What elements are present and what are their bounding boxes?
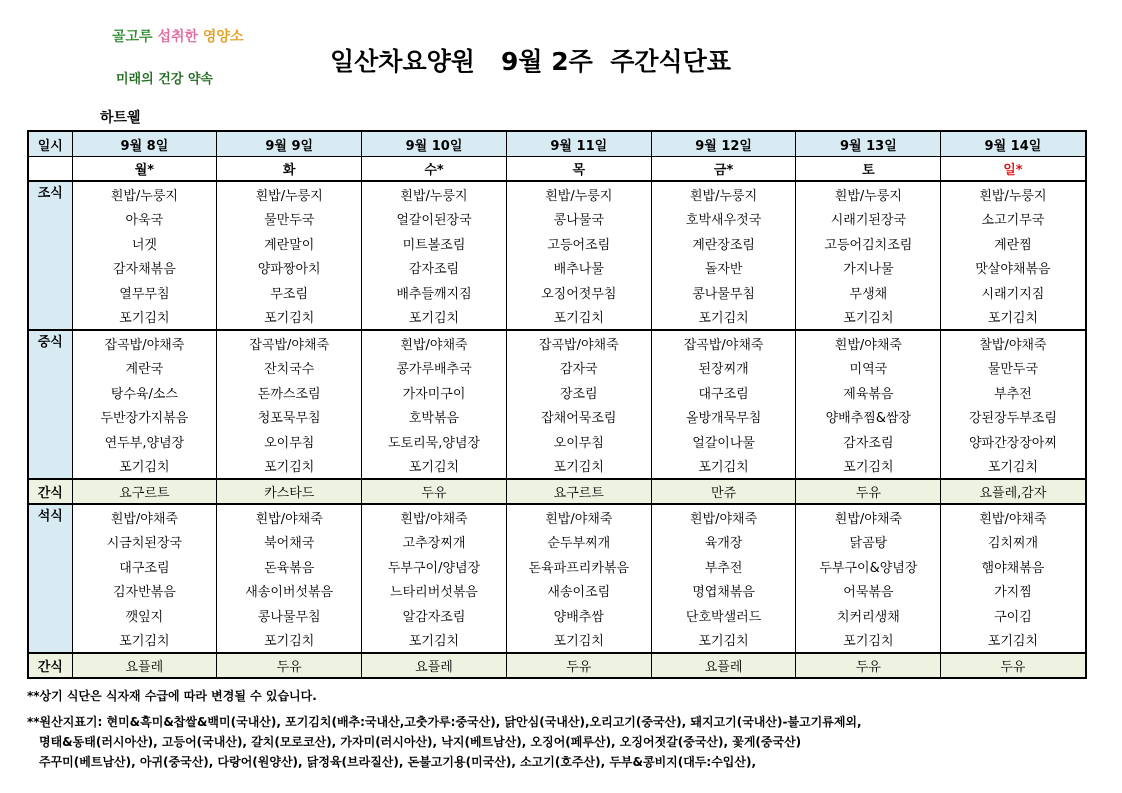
menu-item: 두반장가지볶음	[72, 405, 217, 430]
weekday-cell: 수*	[362, 157, 507, 182]
menu-item: 감자조림	[796, 429, 941, 454]
logo-slogan-top	[112, 26, 243, 46]
menu-item: 오징어젓무침	[506, 280, 651, 305]
menu-item: 구이김	[941, 603, 1086, 628]
breakfast-row	[28, 231, 1086, 256]
menu-item: 어묵볶음	[796, 579, 941, 604]
menu-item: 고등어조림	[506, 231, 651, 256]
menu-item: 열무무침	[72, 280, 217, 305]
weekday-cell: 월*	[72, 157, 217, 182]
menu-item: 포기김치	[941, 305, 1086, 331]
menu-item: 포기김치	[217, 454, 362, 480]
breakfast-row	[28, 305, 1086, 331]
menu-item: 흰밥/누룽지	[796, 181, 941, 207]
notes-origin-line-1: **원산지표기: 현미&흑미&찹쌀&백미(국내산), 포기김치(배추:국내산,고춧가루:중국산), 닭안심(국내산),오리고기(중국산), 돼지고기(국내산)-불고기류제외,	[27, 715, 862, 729]
dinner-row	[28, 530, 1086, 555]
menu-item: 오이무침	[506, 429, 651, 454]
menu-item: 포기김치	[506, 628, 651, 654]
menu-item: 호박새우젓국	[651, 207, 796, 232]
snack2-label: 간식	[28, 653, 72, 678]
menu-item: 치커리생채	[796, 603, 941, 628]
weekday-cell: 금*	[651, 157, 796, 182]
menu-item: 흰밥/누룽지	[941, 181, 1086, 207]
menu-item: 강된장두부조림	[941, 405, 1086, 430]
menu-item: 포기김치	[651, 628, 796, 654]
menu-item: 가지나물	[796, 256, 941, 281]
menu-item: 잡채어묵조림	[506, 405, 651, 430]
menu-item: 단호박샐러드	[651, 603, 796, 628]
notes	[27, 686, 862, 772]
menu-item: 계란말이	[217, 231, 362, 256]
notes-origin-line-2: 명태&동태(러시아산), 고등어(국내산), 갈치(모로코산), 가자미(러시아산), 낙지(베트남산), 오징어(페루산), 오징어젓갈(중국산), 꽃게(중국산)	[39, 735, 802, 749]
menu-item: 흰밥/야채죽	[796, 330, 941, 356]
menu-item: 흰밥/야채죽	[651, 504, 796, 530]
menu-item: 물만두국	[941, 356, 1086, 381]
menu-item: 올방개묵무침	[651, 405, 796, 430]
menu-item: 양파간장장아찌	[941, 429, 1086, 454]
menu-item: 포기김치	[362, 305, 507, 331]
menu-item: 흰밥/누룽지	[651, 181, 796, 207]
menu-item: 명엽채볶음	[651, 579, 796, 604]
menu-item: 양파짱아치	[217, 256, 362, 281]
snack-item: 두유	[796, 653, 941, 678]
menu-item: 잡곡밥/야채죽	[506, 330, 651, 356]
menu-item: 아욱국	[72, 207, 217, 232]
menu-item: 시래기된장국	[796, 207, 941, 232]
menu-item: 잡곡밥/야채죽	[217, 330, 362, 356]
menu-item: 포기김치	[941, 628, 1086, 654]
menu-item: 포기김치	[796, 628, 941, 654]
menu-item: 시래기지짐	[941, 280, 1086, 305]
menu-item: 잡곡밥/야채죽	[72, 330, 217, 356]
menu-item: 돈육파프리카볶음	[506, 554, 651, 579]
date-header-cell: 9월 8일	[72, 131, 217, 157]
menu-item: 포기김치	[506, 305, 651, 331]
snack2-row	[28, 653, 1086, 678]
logo-word-2: 섭취한	[157, 29, 199, 45]
menu-item: 양배추쌈	[506, 603, 651, 628]
menu-item: 물만두국	[217, 207, 362, 232]
menu-item: 대구조림	[72, 554, 217, 579]
menu-item: 콩가루배추국	[362, 356, 507, 381]
dinner-row	[28, 603, 1086, 628]
menu-item: 감자조림	[362, 256, 507, 281]
lunch-row	[28, 405, 1086, 430]
page-title: 일산차요양원 9월 2주 주간식단표	[330, 47, 731, 76]
menu-item: 포기김치	[72, 454, 217, 480]
menu-item: 북어채국	[217, 530, 362, 555]
date-header-cell: 9월 10일	[362, 131, 507, 157]
menu-item: 계란장조림	[651, 231, 796, 256]
menu-item: 된장찌개	[651, 356, 796, 381]
menu-item: 흰밥/누룽지	[217, 181, 362, 207]
menu-item: 콩나물국	[506, 207, 651, 232]
snack-item: 두유	[217, 653, 362, 678]
menu-item: 햄야채볶음	[941, 554, 1086, 579]
notes-change-notice: **상기 식단은 식자재 수급에 따라 변경될 수 있습니다.	[27, 689, 317, 703]
date-header-row	[28, 131, 1086, 157]
menu-item: 닭곰탕	[796, 530, 941, 555]
menu-item: 무조림	[217, 280, 362, 305]
menu-item: 찰밥/야채죽	[941, 330, 1086, 356]
logo	[106, 22, 246, 98]
menu-item: 도토리묵,양념장	[362, 429, 507, 454]
menu-item: 느타리버섯볶음	[362, 579, 507, 604]
menu-item: 흰밥/야채죽	[362, 504, 507, 530]
menu-item: 감자채볶음	[72, 256, 217, 281]
date-header-cell: 9월 13일	[796, 131, 941, 157]
date-header-cell: 9월 9일	[217, 131, 362, 157]
menu-item: 가자미구이	[362, 380, 507, 405]
menu-item: 새송이조림	[506, 579, 651, 604]
menu-item: 배추들깨지짐	[362, 280, 507, 305]
menu-item: 포기김치	[362, 628, 507, 654]
snack-item: 요플레	[651, 653, 796, 678]
menu-item: 육개장	[651, 530, 796, 555]
snack-item: 두유	[796, 479, 941, 504]
menu-item: 너겟	[72, 231, 217, 256]
menu-item: 탕수육/소스	[72, 380, 217, 405]
lunch-row	[28, 454, 1086, 480]
menu-item: 흰밥/누룽지	[72, 181, 217, 207]
breakfast-row	[28, 207, 1086, 232]
lunch-row	[28, 429, 1086, 454]
menu-item: 장조림	[506, 380, 651, 405]
menu-item: 두부구이/양념장	[362, 554, 507, 579]
menu-item: 포기김치	[651, 454, 796, 480]
menu-item: 포기김치	[217, 628, 362, 654]
menu-item: 무생채	[796, 280, 941, 305]
weekly-menu-table	[27, 130, 1087, 679]
menu-item: 콩나물무침	[651, 280, 796, 305]
logo-word-1: 골고루	[112, 29, 153, 45]
breakfast-label: 조식	[28, 181, 72, 330]
menu-item: 알감자조림	[362, 603, 507, 628]
menu-item: 미역국	[796, 356, 941, 381]
menu-item: 포기김치	[796, 454, 941, 480]
logo-word-3: 영양소	[202, 29, 244, 45]
menu-item: 깻잎지	[72, 603, 217, 628]
menu-item: 청포묵무침	[217, 405, 362, 430]
breakfast-row	[28, 280, 1086, 305]
menu-item: 오이무침	[217, 429, 362, 454]
weekday-cell: 화	[217, 157, 362, 182]
menu-item: 부추전	[941, 380, 1086, 405]
weekday-row	[28, 157, 1086, 182]
snack1-label: 간식	[28, 479, 72, 504]
logo-slogan-bottom: 미래의 건강 약속	[116, 72, 213, 87]
menu-item: 흰밥/누룽지	[362, 181, 507, 207]
menu-item: 계란찜	[941, 231, 1086, 256]
date-header-label: 일시	[28, 131, 72, 157]
date-header-cell: 9월 14일	[941, 131, 1086, 157]
dinner-row	[28, 628, 1086, 654]
dinner-label: 석식	[28, 504, 72, 653]
menu-item: 가지찜	[941, 579, 1086, 604]
menu-item: 콩나물무침	[217, 603, 362, 628]
menu-item: 대구조림	[651, 380, 796, 405]
menu-item: 포기김치	[217, 305, 362, 331]
menu-item: 김자반볶음	[72, 579, 217, 604]
menu-item: 돈육볶음	[217, 554, 362, 579]
dinner-row	[28, 504, 1086, 530]
menu-item: 잡곡밥/야채죽	[651, 330, 796, 356]
menu-item: 고추장찌개	[362, 530, 507, 555]
date-header-cell: 9월 11일	[506, 131, 651, 157]
weekday-cell: 일*	[941, 157, 1086, 182]
menu-item: 흰밥/누룽지	[506, 181, 651, 207]
menu-item: 흰밥/야채죽	[217, 504, 362, 530]
menu-item: 흰밥/야채죽	[362, 330, 507, 356]
breakfast-row	[28, 181, 1086, 207]
menu-item: 배추나물	[506, 256, 651, 281]
menu-item: 호박볶음	[362, 405, 507, 430]
snack-item: 요플레	[72, 653, 217, 678]
menu-item: 얼갈이나물	[651, 429, 796, 454]
menu-item: 포기김치	[941, 454, 1086, 480]
snack1-row	[28, 479, 1086, 504]
snack-item: 요구르트	[72, 479, 217, 504]
menu-item: 연두부,양념장	[72, 429, 217, 454]
menu-item: 맛살야채볶음	[941, 256, 1086, 281]
weekday-label-blank	[28, 157, 72, 182]
dinner-row	[28, 579, 1086, 604]
menu-item: 돈까스조림	[217, 380, 362, 405]
lunch-row	[28, 380, 1086, 405]
lunch-label: 중식	[28, 330, 72, 479]
menu-item: 양배추찜&쌈장	[796, 405, 941, 430]
menu-item: 김치찌개	[941, 530, 1086, 555]
notes-origin-line-3: 주꾸미(베트남산), 아귀(중국산), 다랑어(원양산), 닭정육(브라질산), 돈불고기용(미국산), 소고기(호주산), 두부&콩비지(대두:수입산),	[39, 755, 757, 769]
snack-item: 카스타드	[217, 479, 362, 504]
menu-item: 포기김치	[796, 305, 941, 331]
snack-item: 두유	[506, 653, 651, 678]
menu-item: 포기김치	[362, 454, 507, 480]
menu-item: 감자국	[506, 356, 651, 381]
menu-item: 새송이버섯볶음	[217, 579, 362, 604]
weekday-cell: 목	[506, 157, 651, 182]
breakfast-row	[28, 256, 1086, 281]
snack-item: 만쥬	[651, 479, 796, 504]
menu-item: 흰밥/야채죽	[72, 504, 217, 530]
menu-item: 포기김치	[72, 305, 217, 331]
menu-item: 얼갈이된장국	[362, 207, 507, 232]
snack-item: 두유	[362, 479, 507, 504]
menu-item: 소고기무국	[941, 207, 1086, 232]
dinner-row	[28, 554, 1086, 579]
snack-item: 두유	[941, 653, 1086, 678]
date-header-cell: 9월 12일	[651, 131, 796, 157]
menu-item: 돌자반	[651, 256, 796, 281]
menu-item: 계란국	[72, 356, 217, 381]
lunch-row	[28, 330, 1086, 356]
menu-item: 부추전	[651, 554, 796, 579]
facility-subtitle: 하트웰	[100, 110, 141, 126]
menu-item: 잔치국수	[217, 356, 362, 381]
snack-item: 요구르트	[506, 479, 651, 504]
menu-item: 제육볶음	[796, 380, 941, 405]
weekday-cell: 토	[796, 157, 941, 182]
snack-item: 요플레	[362, 653, 507, 678]
lunch-row	[28, 356, 1086, 381]
menu-item: 흰밥/야채죽	[941, 504, 1086, 530]
menu-item: 흰밥/야채죽	[796, 504, 941, 530]
menu-item: 포기김치	[72, 628, 217, 654]
menu-item: 순두부찌개	[506, 530, 651, 555]
snack-item: 요플레,감자	[941, 479, 1086, 504]
menu-item: 포기김치	[506, 454, 651, 480]
menu-item: 시금치된장국	[72, 530, 217, 555]
menu-item: 미트볼조림	[362, 231, 507, 256]
menu-item: 포기김치	[651, 305, 796, 331]
menu-item: 고등어김치조림	[796, 231, 941, 256]
menu-item: 두부구이&양념장	[796, 554, 941, 579]
menu-item: 흰밥/야채죽	[506, 504, 651, 530]
